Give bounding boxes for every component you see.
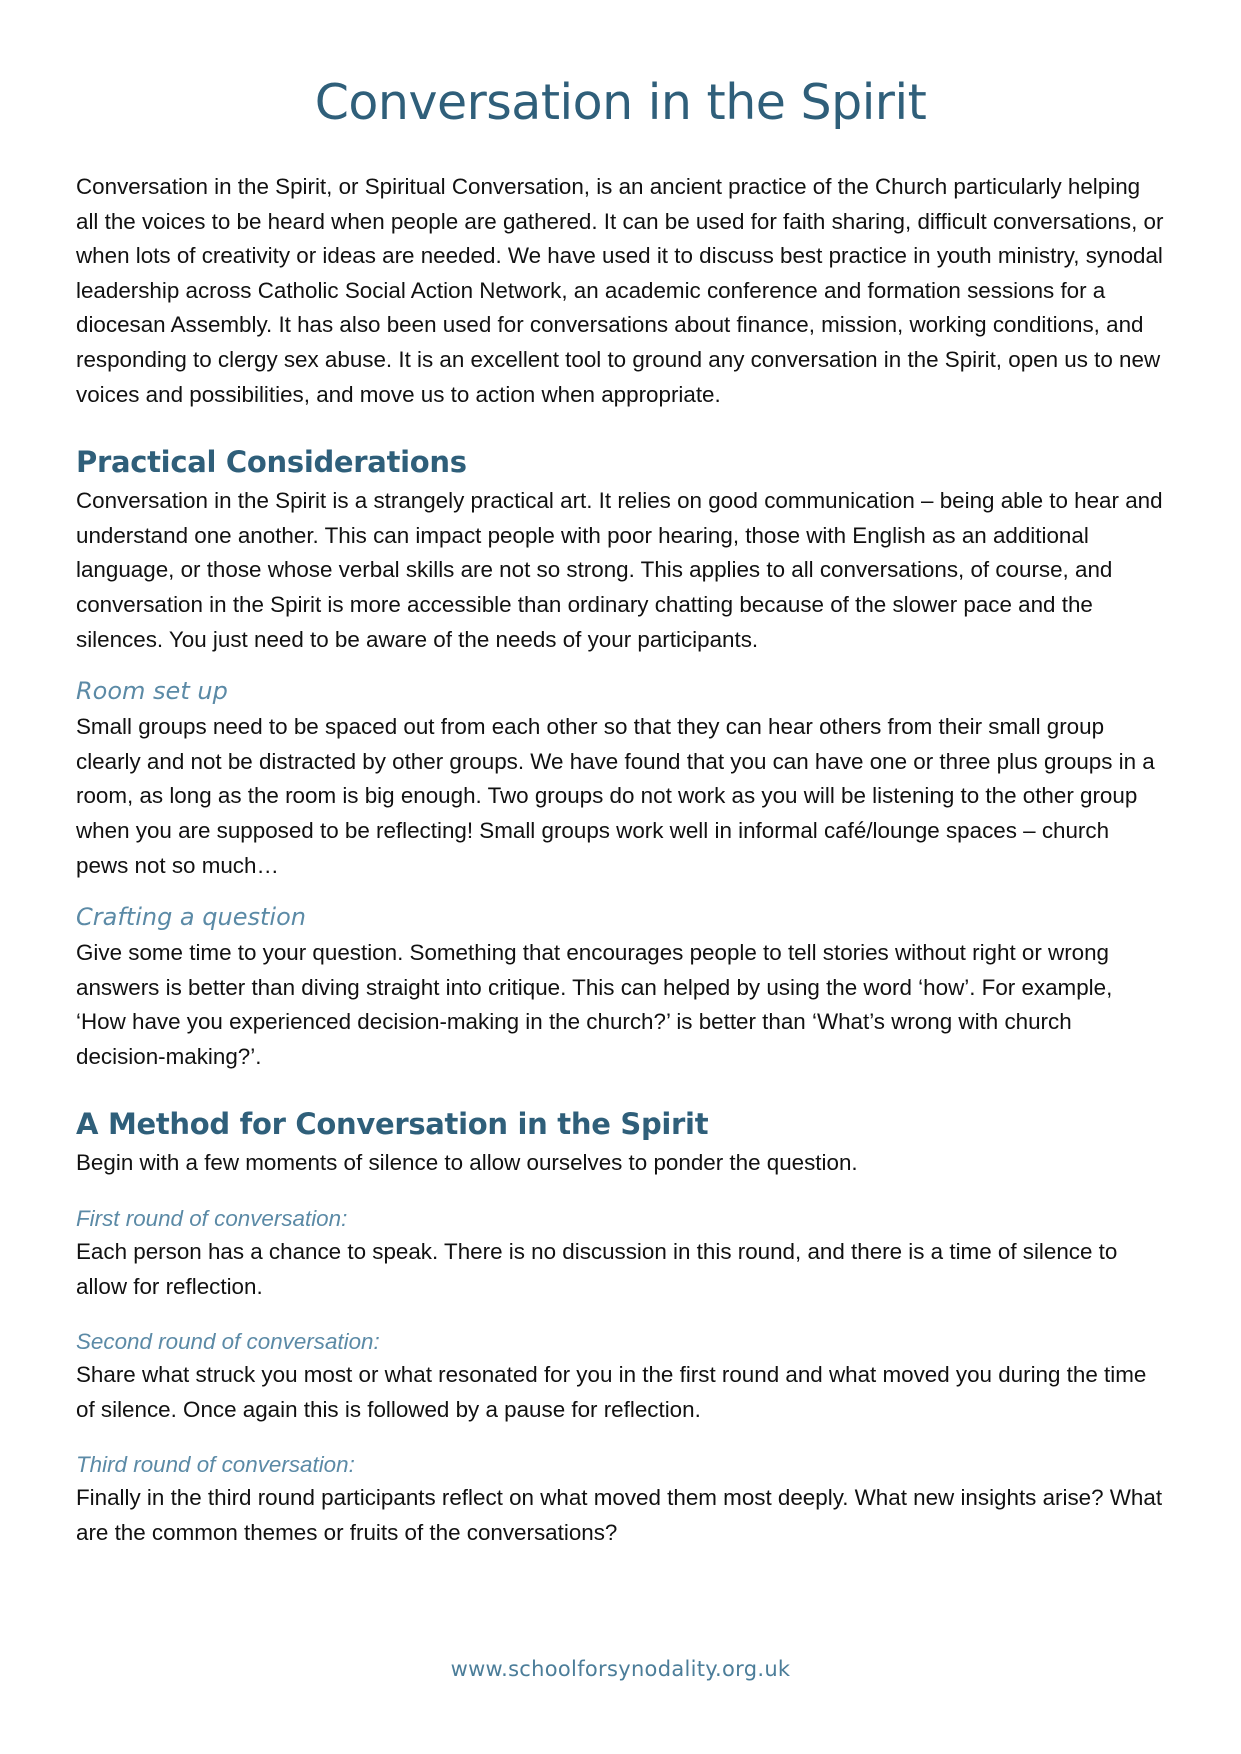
- room-set-up-heading: Room set up: [76, 677, 228, 706]
- practical-considerations-paragraph: Conversation in the Spirit is a strangely practical art. It relies on good communication – being able to hear and understand one another. This can impact people with poor hearing, those with English as an additional language, or those whose verbal skills are not so strong. This applies to all conversations, of course, and conversation in the Spirit is more accessible than ordinary chatting because of the slower pace and the silences. You just need to be aware of the needs of your participants.: [76, 488, 1163, 652]
- first-round-heading: First round of conversation:: [76, 1206, 348, 1232]
- room-set-up-paragraph: Small groups need to be spaced out from each other so that they can hear others from their small group clearly and not be distracted by other groups. We have found that you can have one or three plus groups in a room, as long as the room is big enough. Two groups do not work as you will be listening to the other group when you are supposed to be reflecting! Small groups work well in informal café/lounge spaces – church pews not so much…: [76, 714, 1155, 878]
- method-intro-paragraph: Begin with a few moments of silence to allow ourselves to ponder the question.: [76, 1150, 858, 1176]
- first-round-paragraph: Each person has a chance to speak. There is no discussion in this round, and there is a time of silence to allow for reflection.: [76, 1239, 1118, 1299]
- practical-considerations-heading: Practical Considerations: [76, 445, 467, 480]
- second-round-paragraph: Share what struck you most or what resonated for you in the first round and what moved you during the time of silence. Once again this is followed by a pause for reflection.: [76, 1362, 1147, 1422]
- second-round-heading: Second round of conversation:: [76, 1329, 380, 1355]
- crafting-question-paragraph: Give some time to your question. Something that encourages people to tell stories without right or wrong answers is better than diving straight into critique. This can helped by using the word ‘how’. For example, ‘How have you experienced decision-making in the church?’ is better than ‘What’s wrong with church decision-making?’.: [76, 940, 1113, 1069]
- footer-website-link[interactable]: www.schoolforsynodality.org.uk: [450, 1657, 791, 1681]
- third-round-paragraph: Finally in the third round participants reflect on what moved them most deeply. What new insights arise? What are the common themes or fruits of the conversations?: [76, 1485, 1163, 1546]
- intro-paragraph: Conversation in the Spirit, or Spiritual Conversation, is an ancient practice of the Church particularly helping all the voices to be heard when people are gathered. It can be used for faith sharing, difficult conversations, or when lots of creativity or ideas are needed. We have used it to discuss best practice in youth ministry, synodal leadership across Catholic Social Action Network, an academic conference and formation sessions for a diocesan Assembly. It has also been used for conversations about finance, mission, working conditions, and responding to clergy sex abuse. It is an excellent tool to ground any conversation in the Spirit, open us to new voices and possibilities, and move us to action when appropriate.: [76, 174, 1164, 407]
- crafting-question-heading: Crafting a question: [76, 903, 306, 932]
- third-round-heading: Third round of conversation:: [76, 1452, 355, 1478]
- page-title: Conversation in the Spirit: [314, 74, 927, 131]
- method-heading: A Method for Conversation in the Spirit: [76, 1107, 709, 1142]
